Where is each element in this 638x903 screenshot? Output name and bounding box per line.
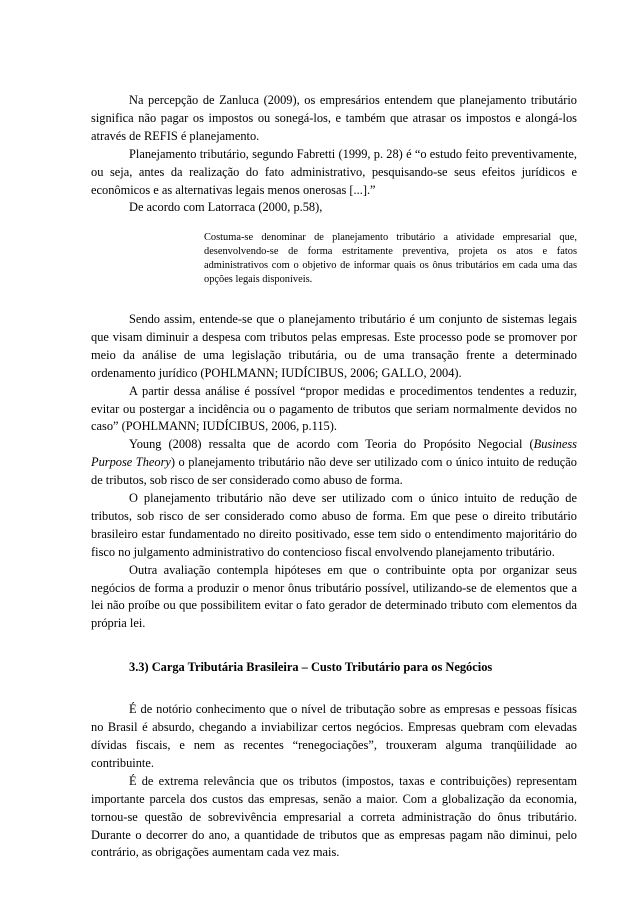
paragraph-latorraca-intro: De acordo com Latorraca (2000, p.58),: [129, 200, 323, 215]
young-text-before: Young (2008) ressalta que de acordo com Teoria do Propósito Negocial (: [129, 437, 534, 452]
paragraph-fabretti: Planejamento tributário, segundo Fabretti (1999, p. 28) é “o estudo feito preventivamente, ou seja, antes da realização do fato administrativo, pesquisando-se seus efeitos jurídicos e econômicos e as alternativas legais menos onerosas [...].”: [91, 146, 577, 197]
paragraph-young: [91, 436, 577, 490]
paragraph-notorio-conhecimento: É de notório conhecimento que o nível de tributação sobre as empresas e pessoas físicas no Brasil é absurdo, chegando a inviabilizar certos negócios. Empresas quebram com elevadas dívidas fiscais, e nem as recentes “renegociações”, trouxeram alguma tranqüilidade ao contribuinte.: [91, 702, 577, 770]
paragraph-conjunto-sistemas: Sendo assim, entende-se que o planejamento tributário é um conjunto de sistemas legais que visam diminuir a despesa com tributos pelas empresas. Este processo pode se promover por meio da análise de uma legislação tributária, ou de uma transação frente a determinado ordenamento jurídico (POHLMANN; IUDÍCIBUS, 2006; GALLO, 2004).: [91, 311, 577, 380]
young-italic-term: Business Purpose Theory: [91, 437, 577, 470]
paragraph-outra-avaliacao: Outra avaliação contempla hipóteses em que o contribuinte opta por organizar seus negócios de forma a produzir o menor ônus tributário possível, utilizando-se de elementos que a lei não proíbe ou que possibilitem evitar o fato gerador de determinado tributo com elementos da própria lei.: [91, 562, 577, 631]
document-page: [91, 92, 577, 862]
paragraph-analise: A partir dessa análise é possível “propor medidas e procedimentos tendentes a reduzir, evitar ou postergar a incidência ou o pagamento de tributos que seriam normalmente devidos no caso” (POHLMANN; IUDÍCIBUS, 2006, p.115).: [91, 383, 577, 434]
paragraph-abuso-forma: O planejamento tributário não deve ser utilizado com o único intuito de redução de tributos, sob risco de ser considerado como abuso de forma. Em que pese o direito tributário brasileiro estar fundamentado no direito positivado, esse tem sido o entendimento majoritário do fisco no julgamento administrativo do contencioso fiscal envolvendo planejamento tributário.: [91, 491, 577, 559]
young-text-after: ) o planejamento tributário não deve ser utilizado com o único intuito de redução de tributos, sob risco de ser considerado como abuso de forma.: [91, 455, 577, 488]
paragraph-zanluca: Na percepção de Zanluca (2009), os empresários entendem que planejamento tributário significa não pagar os impostos ou sonegá-los, e também que atrasar os impostos e alongá-los através de REFIS é planejamento.: [91, 93, 577, 143]
paragraph-extrema-relevancia: É de extrema relevância que os tributos (impostos, taxas e contribuições) representam importante parcela dos custos das empresas, senão a maior. Com a globalização da economia, tornou-se questão de sobrevivência empresarial a correta administração do ônus tributário. Durante o decorrer do ano, a quantidade de tributos que as empresas pagam não diminui, pelo contrário, as obrigações aumentam cada vez mais.: [91, 773, 577, 860]
block-quote-latorraca: Costuma-se denominar de planejamento tributário a atividade empresarial que, desenvolvendo-se de forma estritamente preventiva, projeta os atos e fatos administrativos com o objetivo de informar quais os ônus tributários em cada uma das opções legais disponíveis.: [204, 232, 577, 286]
section-heading: 3.3) Carga Tributária Brasileira – Custo Tributário para os Negócios: [129, 660, 493, 675]
